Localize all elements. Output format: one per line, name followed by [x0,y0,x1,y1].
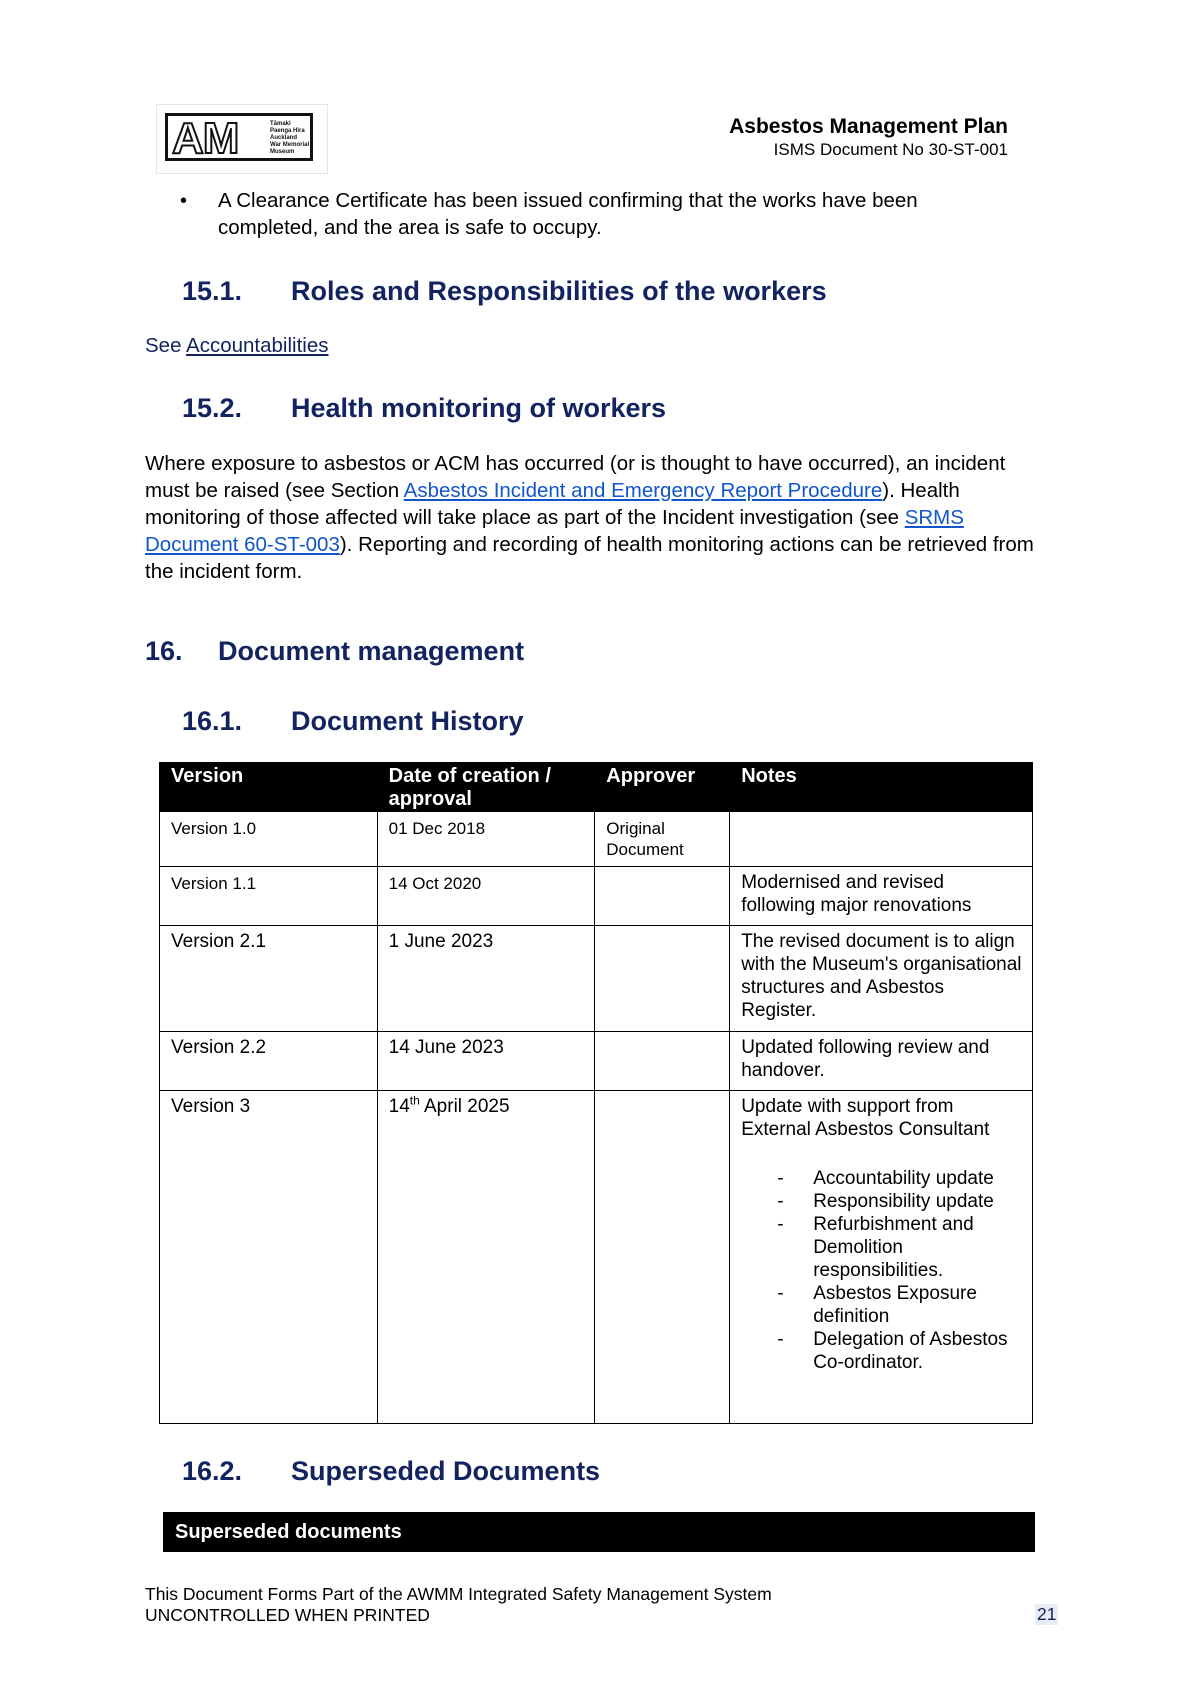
column-header: Date of creation / approval [377,763,595,812]
document-history-table [159,762,1033,1424]
column-header: Version [160,763,378,812]
heading-number: 16.2. [182,1456,243,1486]
bullet-text: A Clearance Certificate has been issued confirming that the works have been completed, and the area is safe to occupy. [218,189,918,239]
list-item [741,1282,1022,1328]
heading-number: 16. [145,636,183,666]
srms-document-link[interactable]: SRMS Document 60-ST-003 [145,506,964,556]
list-item [741,1213,1022,1282]
bullet-icon: • [180,190,188,212]
dash-icon: - [777,1214,784,1235]
notes-cell: The revised document is to align with the Museum's organisational structures and Asbestos Register. [730,926,1033,1032]
approver-cell [595,926,730,1032]
accountabilities-link[interactable]: Accountabilities [186,334,329,357]
heading-number: 16.1. [182,706,243,736]
date-cell: 01 Dec 2018 [377,812,595,867]
heading-title: Document management [218,636,525,666]
date-suffix: th [409,1093,420,1108]
version-cell: Version 2.1 [160,926,378,1032]
version-cell: Version 3 [160,1091,378,1424]
list-item [741,1328,1022,1374]
heading-15-2 [182,393,982,427]
dash-icon: - [777,1329,784,1350]
column-header: Notes [730,763,1033,812]
logo-line: Tāmaki [270,121,291,127]
date-cell: 1 June 2023 [377,926,595,1032]
superseded-table-header: Superseded documents [163,1512,1035,1552]
footer-line: This Document Forms Part of the AWMM Integrated Safety Management System [145,1584,772,1604]
date-rest: April 2025 [419,1096,510,1117]
logo-letters: AM [172,114,239,163]
logo-line: Museum [270,149,295,155]
table-row [160,812,1033,867]
footer-line: UNCONTROLLED WHEN PRINTED [145,1605,430,1625]
list-item-text: Asbestos Exposure definition [813,1283,977,1327]
health-text: ). Reporting and recording of health monitoring actions can be retrieved from the incident form. [145,533,1034,583]
notes-cell: Updated following review and handover. [730,1032,1033,1091]
heading-title: Roles and Responsibilities of the workers [291,276,827,306]
date-cell: 14 June 2023 [377,1032,595,1091]
notes-cell: Modernised and revised following major renovations [730,867,1033,926]
date-day: 14 [388,1096,410,1117]
list-item [741,1190,1022,1213]
version-cell: Version 1.0 [160,812,378,867]
approver-cell: Original Document [595,812,730,867]
heading-title: Health monitoring of workers [291,393,667,423]
table-row [160,1091,1033,1424]
list-item [741,1167,1022,1190]
health-text: ). Health monitoring of those affected will take place as part of the Incident investigation (see [145,479,960,529]
list-item-text: Delegation of Asbestos Co-ordinator. [813,1329,1008,1373]
page-footer [145,1584,772,1626]
incident-procedure-link[interactable]: Asbestos Incident and Emergency Report Procedure [403,479,883,502]
heading-16 [145,636,945,670]
logo-line: Paenga Hira [270,128,305,134]
notes-list [741,1167,1022,1374]
health-text: Where exposure to asbestos or ACM has occurred (or is thought to have occurred), an incident must be raised (see Section [145,452,1006,502]
date-cell [377,1091,595,1424]
version-cell: Version 2.2 [160,1032,378,1091]
approver-cell [595,1091,730,1424]
logo-line: War Memorial [270,142,310,148]
notes-text: Update with support from External Asbestos Consultant [741,1096,990,1140]
approver-cell [595,1032,730,1091]
heading-number: 15.1. [182,276,243,306]
heading-15-1 [182,276,982,310]
logo-text [270,121,309,156]
dash-icon: - [777,1191,784,1212]
heading-title: Document History [291,706,524,736]
document-number: ISMS Document No 30-ST-001 [773,140,1008,159]
list-item-text: Refurbishment and Demolition responsibilities. [813,1214,974,1281]
see-prefix: See [145,334,187,357]
notes-cell [730,812,1033,867]
dash-icon: - [777,1168,784,1189]
health-paragraph [145,450,1043,585]
document-title: Asbestos Management Plan [729,115,1008,138]
table-row [160,926,1033,1032]
logo-line: Auckland [270,135,298,141]
heading-16-1 [182,706,982,740]
list-item-text: Responsibility update [813,1191,994,1212]
column-header: Approver [595,763,730,812]
version-cell: Version 1.1 [160,867,378,926]
museum-logo [156,104,328,174]
see-paragraph [145,332,329,359]
approver-cell [595,867,730,926]
dash-icon: - [777,1283,784,1304]
heading-number: 15.2. [182,393,243,423]
list-item-text: Accountability update [813,1168,994,1189]
table-row [160,1032,1033,1091]
notes-cell [730,1091,1033,1424]
table-header-row [160,763,1033,812]
table-row [160,867,1033,926]
page-number: 21 [1037,1604,1057,1624]
logo-border [165,113,313,161]
date-cell: 14 Oct 2020 [377,867,595,926]
heading-16-2 [182,1456,982,1490]
heading-title: Superseded Documents [291,1456,601,1486]
